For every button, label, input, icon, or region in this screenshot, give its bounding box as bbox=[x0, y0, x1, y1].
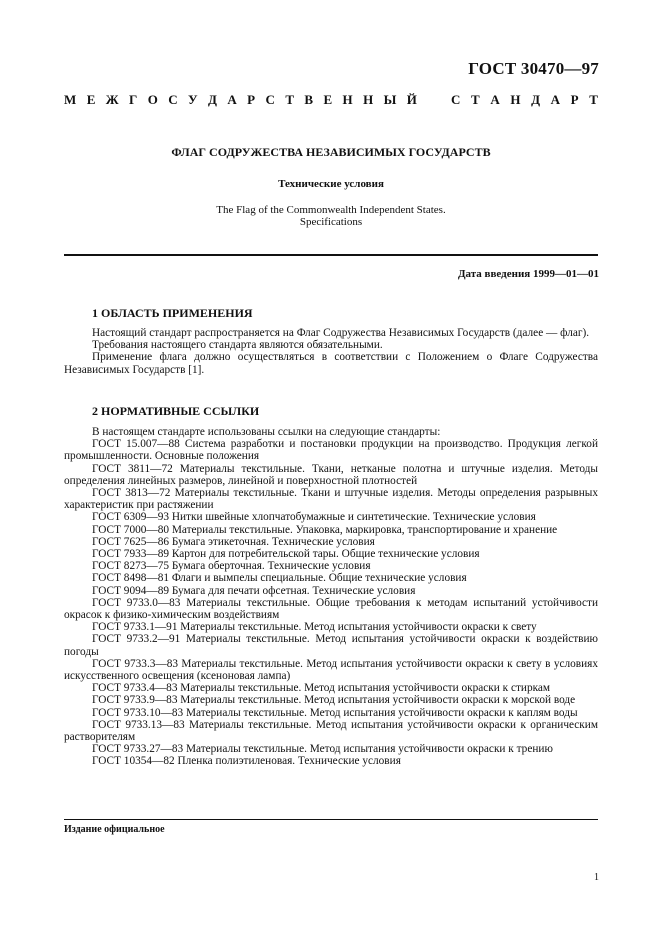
footer-divider bbox=[64, 819, 598, 820]
standard-type-banner bbox=[64, 92, 598, 108]
banner-letter: Е bbox=[323, 92, 333, 107]
banner-letter: Ж bbox=[105, 92, 119, 107]
banner-letter: М bbox=[64, 92, 77, 107]
section-2-body bbox=[64, 426, 598, 768]
banner-word-interstate bbox=[64, 92, 417, 108]
gost-number: ГОСТ 30470—97 bbox=[468, 59, 599, 78]
edition-label: Издание официальное bbox=[64, 824, 165, 835]
banner-letter: У bbox=[188, 92, 198, 107]
banner-letter: С bbox=[265, 92, 275, 107]
paragraph: ГОСТ 7000—80 Материалы текстильные. Упаковка, маркировка, транспортирование и хранение bbox=[92, 523, 558, 536]
paragraph: В настоящем стандарте использованы ссылки на следующие стандарты: bbox=[92, 426, 441, 438]
banner-letter: Ы bbox=[383, 92, 397, 107]
paragraph: ГОСТ 8273—75 Бумага оберточная. Технические условия bbox=[92, 560, 371, 573]
paragraph: ГОСТ 6309—93 Нитки швейные хлопчатобумажные и синтетические. Технические условия bbox=[92, 511, 536, 524]
paragraph: ГОСТ 15.007—88 Система разработки и постановки продукции на производство. Продукция легкой промышленности. Основные положения bbox=[64, 438, 598, 463]
paragraph: ГОСТ 9733.2—91 Материалы текстильные. Метод испытания устойчивости окраски к воздействию погоды bbox=[64, 633, 598, 658]
banner-letter: Е bbox=[86, 92, 96, 107]
banner-letter: А bbox=[227, 92, 237, 107]
section-1-body bbox=[64, 327, 598, 376]
paragraph: Требования настоящего стандарта являются обязательными. bbox=[92, 339, 383, 352]
paragraph: ГОСТ 3813—72 Материалы текстильные. Ткани и штучные изделия. Методы определения разрывных характеристик при растяжении bbox=[64, 487, 598, 512]
paragraph: ГОСТ 8498—81 Флаги и вымпелы специальные. Общие технические условия bbox=[92, 572, 467, 585]
banner-letter: Н bbox=[510, 92, 521, 107]
banner-letter: Д bbox=[208, 92, 217, 107]
banner-letter: Р bbox=[570, 92, 579, 107]
banner-letter: А bbox=[490, 92, 500, 107]
paragraph: ГОСТ 9733.27—83 Материалы текстильные. Метод испытания устойчивости окраски к трению bbox=[92, 743, 553, 756]
paragraph: ГОСТ 9733.13—83 Материалы текстильные. Метод испытания устойчивости окраски к органическим растворителям bbox=[64, 718, 598, 744]
banner-letter: С bbox=[451, 92, 461, 107]
paragraph: ГОСТ 7933—89 Картон для потребительской тары. Общие технические условия bbox=[92, 548, 480, 561]
paragraph: ГОСТ 9733.10—83 Материалы текстильные. Метод испытания устойчивости окраски к каплям воды bbox=[92, 706, 578, 719]
english-title-line-2: Specifications bbox=[299, 216, 363, 228]
paragraph: ГОСТ 9733.9—83 Материалы текстильные. Метод испытания устойчивости окраски к морской воде bbox=[92, 694, 576, 707]
banner-letter: Т bbox=[589, 92, 598, 107]
english-title-line-1: The Flag of the Commonwealth Independent States. bbox=[216, 204, 446, 216]
document-title: ФЛАГ СОДРУЖЕСТВА НЕЗАВИСИМЫХ ГОСУДАРСТВ bbox=[171, 145, 491, 159]
banner-letter: А bbox=[550, 92, 561, 107]
paragraph: ГОСТ 9733.0—83 Материалы текстильные. Общие требования к методам испытаний устойчивости окрасок к физико-химическим воздействиям bbox=[64, 596, 598, 622]
banner-word-standard bbox=[451, 92, 598, 108]
paragraph: ГОСТ 9733.1—91 Материалы текстильные. Метод испытания устойчивости окраски к свету bbox=[92, 621, 537, 634]
page-number: 1 bbox=[594, 872, 599, 883]
banner-letter: Н bbox=[342, 92, 353, 107]
banner-letter: Н bbox=[363, 92, 374, 107]
paragraph: ГОСТ 3811—72 Материалы текстильные. Ткани, нетканые полотна и штучные изделия. Методы определения линейных размеров, линейной и поверхностной плотностей bbox=[64, 462, 598, 487]
paragraph: ГОСТ 10354—82 Пленка полиэтиленовая. Технические условия bbox=[92, 755, 401, 768]
paragraph: Настоящий стандарт распространяется на Флаг Содружества Независимых Государств (далее — флаг). bbox=[92, 327, 590, 339]
section-1-heading: 1 ОБЛАСТЬ ПРИМЕНЕНИЯ bbox=[92, 306, 253, 320]
banner-letter: О bbox=[147, 92, 158, 107]
paragraph: ГОСТ 9733.4—83 Материалы текстильные. Метод испытания устойчивости окраски к стиркам bbox=[92, 682, 551, 695]
paragraph: Применение флага должно осуществляться в соответствии с Положением о Флаге Содружества Независимых Государств [1]. bbox=[64, 351, 598, 376]
paragraph: ГОСТ 9733.3—83 Материалы текстильные. Метод испытания устойчивости окраски к свету в условиях искусственного освещения (ксеноновая лампа) bbox=[64, 657, 598, 683]
document-subtitle: Технические условия bbox=[278, 178, 384, 190]
banner-letter: Д bbox=[531, 92, 541, 107]
section-2-heading: 2 НОРМАТИВНЫЕ ССЫЛКИ bbox=[92, 404, 260, 418]
banner-letter: Р bbox=[247, 92, 256, 107]
paragraph: ГОСТ 7625—86 Бумага этикеточная. Технические условия bbox=[92, 535, 375, 548]
banner-letter: С bbox=[168, 92, 178, 107]
banner-letter: Й bbox=[406, 92, 417, 107]
introduction-date: Дата введения 1999—01—01 bbox=[457, 268, 599, 280]
banner-letter: В bbox=[304, 92, 314, 107]
banner-letter: Г bbox=[129, 92, 138, 107]
english-title bbox=[64, 204, 598, 228]
banner-letter: Т bbox=[285, 92, 294, 107]
banner-letter: Т bbox=[471, 92, 480, 107]
paragraph: ГОСТ 9094—89 Бумага для печати офсетная. Технические условия bbox=[92, 584, 416, 597]
header-divider bbox=[64, 254, 598, 256]
